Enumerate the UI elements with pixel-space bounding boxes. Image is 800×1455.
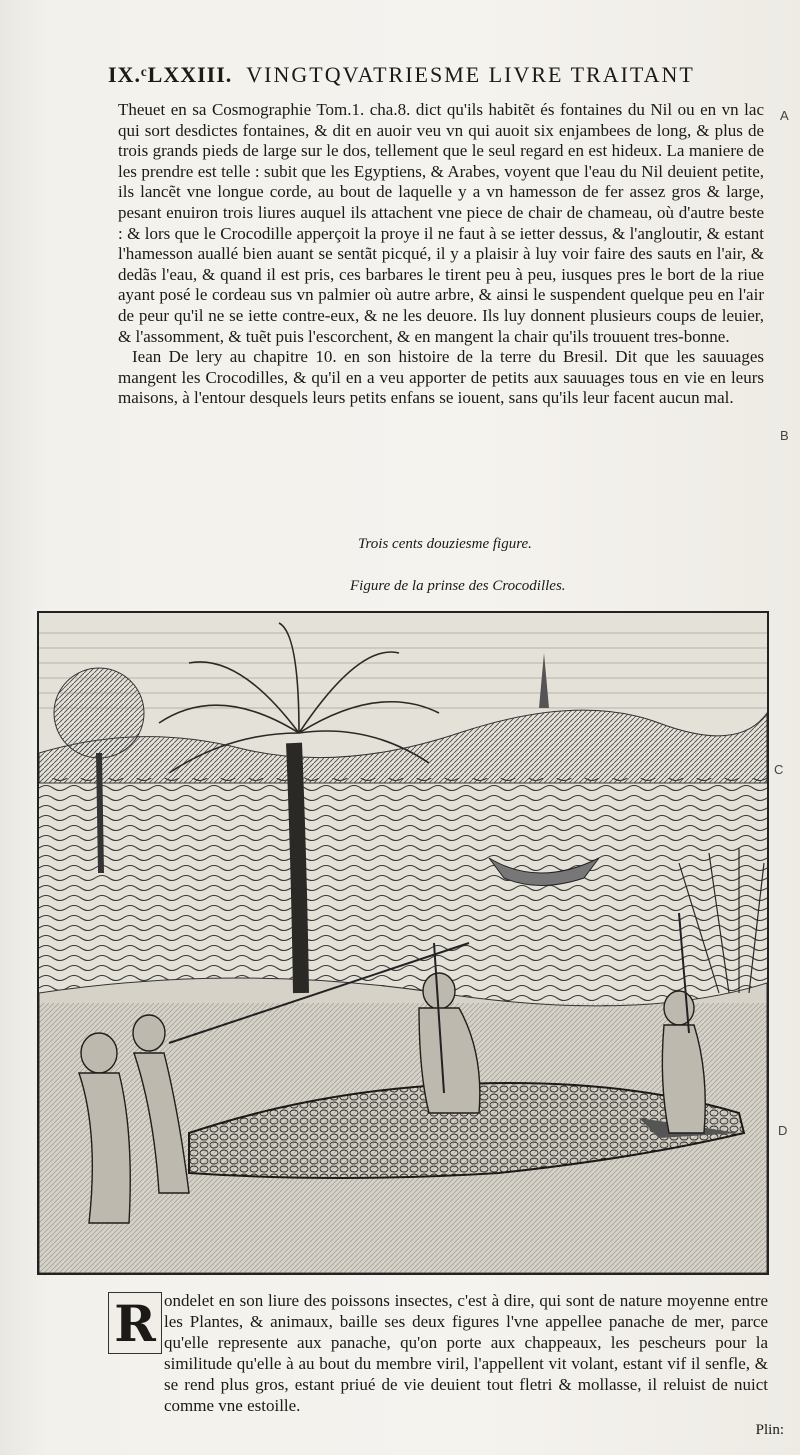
- crocodile-hunt-engraving: [39, 613, 767, 1273]
- catchword: Plin:: [755, 1422, 784, 1438]
- figure-number-caption: Trois cents douziesme figure.: [358, 536, 532, 552]
- paragraph-rondelet: ondelet en son liure des poissons insectes, c'est à dire, qui sont de nature moyenne entre les Plantes, & animaux, baille ses deux figures l'vne appellee panache de mer, parce qu'elle represente aux panache, qu'on porte aux chappeaux, les pescheurs pour la similitude qu'elle à au bout du membre viril, l'appellent vit volant, estant vif il senfle, & se rend plus gros, estant priué de vie deuient tout fletri & mollasse, il reluist de nuict comme vne estoille.: [164, 1291, 768, 1415]
- running-title: VINGTQVATRIESME LIVRE TRAITANT: [246, 62, 695, 87]
- rondelet-text: [108, 1290, 768, 1416]
- paragraph-lery: Iean De lery au chapitre 10. en son histoire de la terre du Bresil. Dit que les sauuages mangent les Crocodilles, & qu'il en a veu apporter de petits aux sauuages tous en vie en leurs maisons, à l'entour desquels leurs petits enfans se iouent, sans qu'ils leur facent aucun mal.: [118, 347, 764, 408]
- folio-number: IX.ᶜLXXIII.: [108, 62, 233, 87]
- margin-letter-b: B: [780, 428, 789, 443]
- margin-letter-d: D: [778, 1123, 788, 1138]
- margin-letter-a: A: [780, 108, 789, 123]
- main-text: [118, 100, 764, 409]
- page-header: [108, 62, 768, 92]
- paragraph-thevet: Theuet en sa Cosmographie Tom.1. cha.8. dict qu'ils habitẽt és fontaines du Nil ou en vn lac qui sort desdictes fontaines, & dit en auoir veu vn qui auoit six enjambees de long, & plus de trois grands pieds de large sur le dos, tellement que le seul regard en est hideux. La maniere de les prendre est telle : subit que les Egyptiens, & Arabes, voyent que l'eau du Nil deuient petite, ils lancẽt vne longue corde, au bout de laquelle y a vn hamesson de fer assez gros & large, pesant enuiron trois liures auquel ils attachent vne piece de chair de chameau, où d'autre beste : & lors que le Crocodille apperçoit la proye il ne faut à se ietter dessus, & l'angloutir, & estant l'hamesson auallé bien auant se sentãt picqué, il y a plaisir à luy voir faire des sauts en l'air, & dedãs l'eau, & quand il est pris, ces barbares le tirent peu à peu, iusques pres le bort de la riue ayant posé le cordeau sus vn palmier où autre arbre, & ainsi le suspendent quelque peu en l'air de peur qu'il ne se iette contre-eux, & ne les deuore. Ils luy donnent plusieurs coups de leuier, & l'assomment, & tuẽt puis l'escorchent, & en mangent la chair qu'ils trouuent tres-bonne.: [118, 100, 764, 346]
- woodcut-illustration: [37, 611, 769, 1275]
- decorated-initial: R: [108, 1292, 162, 1354]
- figure-title-caption: Figure de la prinse des Crocodilles.: [350, 578, 566, 594]
- margin-letter-c: C: [774, 762, 784, 777]
